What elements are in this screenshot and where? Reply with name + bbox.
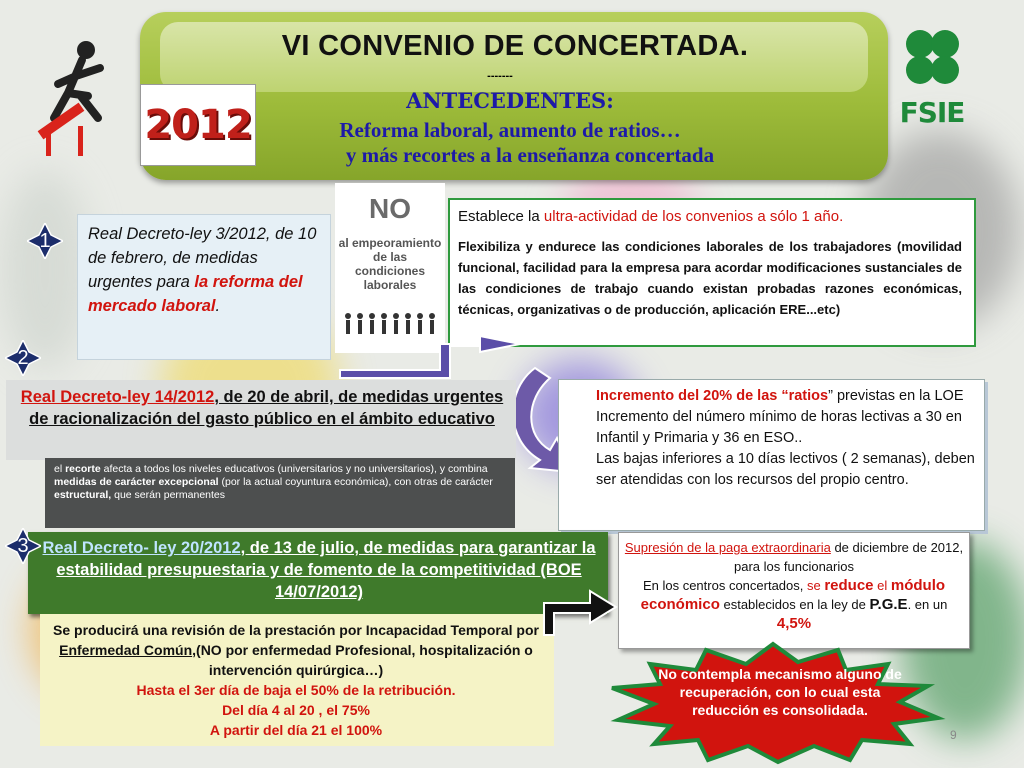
- arrow-right-icon: [540, 585, 620, 645]
- year-image: [140, 84, 256, 166]
- paga-extra-text: Supresión de la paga extraordinaria de diciembre de 2012, para los funcionarios En los centros concertados, se reduce el módulo económico establecidos en la ley de P.G.E. en un 4,5%: [624, 540, 964, 632]
- fsie-logo-text: FSIE: [899, 96, 965, 129]
- recorte-detail-text: el recorte afecta a todos los niveles educativos (universitarios y no universitarios), y combina medidas de carácter excepcional (por la actual coyuntura económica), con otras de carácter estructural, que serán permanentes: [54, 463, 493, 501]
- poster-text: al empeoramiento de las condiciones laborales: [338, 236, 442, 292]
- subtitle-line-1: Reforma laboral, aumento de ratios…: [339, 118, 681, 142]
- number-1: 1: [39, 230, 51, 252]
- decree-14-2012-title: Real Decreto-ley 14/2012, de 20 de abril, de medidas urgentes de racionalización del gasto público en el ámbito educativo: [20, 388, 504, 428]
- ratios-text: Incremento del 20% de las “ratios” previstas en la LOE Incremento del número mínimo de horas lectivas a 30 en Infantil y Primaria y 36 en ESO.. Las bajas inferiores a 10 días lectivos ( 2 semanas), deben ser atendidas con los recursos del propio centro.: [596, 388, 975, 488]
- year-label: 2012: [144, 102, 252, 148]
- page-number: 9: [950, 728, 957, 742]
- title-separator: -------: [487, 70, 513, 82]
- number-3: 3: [17, 535, 29, 557]
- ultra-actividad-title: Establece la ultra-actividad de los convenios a sólo 1 año.: [458, 208, 844, 225]
- hurdle-jumper-icon: [28, 38, 128, 158]
- decree-20-2012-title: Real Decreto- ley 20/2012, de 13 de julio, de medidas para garantizar la estabilidad presupuestaria y de fomento de la competitividad (BOE 14/07/2012): [42, 539, 596, 601]
- page-title: VI CONVENIO DE CONCERTADA.: [281, 30, 749, 62]
- number-2: 2: [17, 347, 29, 369]
- ultra-actividad-body: Flexibiliza y endurece las condiciones laborales de los trabajadores (movilidad funcional, facilidad para la empresa para acordar modificaciones sustanciales de las condiciones de trabajo cuando existan probadas razones económicas, técnicas, organizativas o de producción, aplicación ERE...etc): [458, 239, 962, 317]
- subtitle-line-2: y más recortes a la enseñanza concertada: [345, 143, 715, 167]
- antecedentes-heading: ANTECEDENTES:: [406, 88, 614, 113]
- no-recuperacion-text: No contempla mecanismo alguno de recuperación, con lo cual esta reducción es consolidada.: [658, 666, 902, 718]
- incapacidad-text: Se producirá una revisión de la prestación por Incapacidad Temporal por Enfermedad Común,(NO por enfermedad Profesional, hospitalización o intervención quirúrgica…) Hasta el 3er día de baja el 50% de la retribución. Del día 4 al 20 , el 75% A partir del día 21 el 100%: [53, 622, 539, 738]
- poster-no: NO: [369, 193, 411, 224]
- decree-3-2012-text: Real Decreto-ley 3/2012, de 10 de febrero, de medidas urgentes para la reforma del mercado laboral.: [88, 225, 317, 315]
